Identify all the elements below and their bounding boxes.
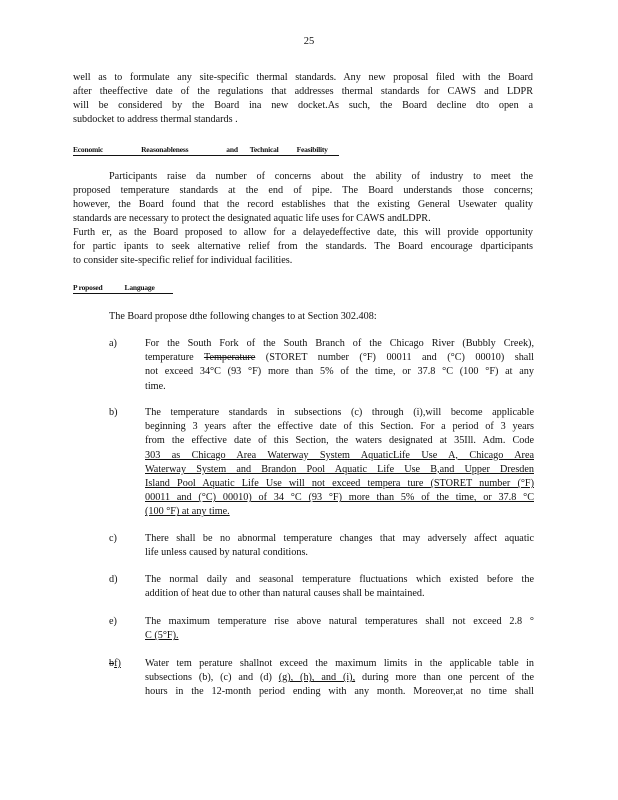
section-heading-economic [73,145,339,156]
text-line: Participants raise da number of concerns about the ability of industry to meet the [109,171,533,182]
heading-word: Economic [73,145,104,154]
item-label: b) [109,407,118,418]
text-line: There shall be no abnormal temperature changes that may adversely affect aquatic [145,533,534,544]
text-line: after theeffective date of the regulations that addresses thermal standards for CAWS and LDPR [73,86,533,97]
text-fragment: (STORET number (°F) 00011 and (°C) 00010) shall [265,352,534,364]
text-line: Water tem perature shallnot exceed the maximum limits in the applicable table in [145,658,534,669]
heading-word: Technical [249,145,279,154]
text-fragment: temperature [145,352,194,364]
struck-text: Temperature [203,352,256,364]
struck-label: b [109,658,115,669]
text-line: The maximum temperature rise above natural temperatures shall not exceed 2.8 ° [145,616,534,627]
inserted-text-line: Waterway System and Brandon Pool Aquatic Life Use B,and Upper Dresden [145,463,534,475]
text-line: standards are necessary to protect the designated aquatic life uses for CAWS andLDPR. [73,213,431,224]
item-label: a) [109,338,117,349]
heading-word: and [226,145,238,154]
inserted-text-line: 303 as Chicago Area Waterway System AquaticLife Use A, Chicago Area [145,449,534,461]
text-fragment: subsections (b), (c) and (d) [145,672,272,684]
text-line: time. [145,380,166,392]
text-line: for partic ipants to seek alternative relief from the standards. The Board encourage dparticipants [73,241,533,252]
text-line: to consider site-specific relief for individual facilities. [73,255,293,266]
inserted-text-line: 00011 and (°C) 00010) of 34 °C (93 °F) more than 5% of the time, or 37.8 °C [145,492,534,504]
text-line: hours in the 12-month period ending with any month. Moreover,at no time shall [145,686,534,698]
item-label: d) [109,574,118,585]
text-line: not exceed 34°C (93 °F) more than 5% of the time, or 37.8 °C (100 °F) at any [145,366,534,378]
item-label: e) [109,616,117,627]
text-line: proposed temperature standards at the end of pipe. The Board understands those concerns; [73,185,533,196]
inserted-text-line: (100 °F) at any time. [145,506,230,518]
inserted-label: f) [114,658,121,669]
text-line: well as to formulate any site-specific thermal standards. Any new proposal filed with the Board [73,72,533,83]
heading-word: P roposed [73,283,103,292]
inserted-text-line: C (5°F). [145,630,179,642]
text-line [145,671,534,685]
lead-sentence [109,310,439,324]
text-line: from the effective date of this Section, the waters designated at 35Ill. Adm. Code [145,435,534,447]
text-line: The Board propose dthe following changes to at Section 302.408: [109,311,377,322]
intro-paragraph [73,71,533,127]
heading-word: Feasibility [296,145,328,154]
text-line: beginning 3 years after the effective date of this Section. For a period of 3 years [145,421,534,433]
text-line: life unless caused by natural conditions. [145,547,308,559]
inserted-text-line: Island Pool Aquatic Life Use will not exceed tempera ture (STORET number (°F) [145,478,534,490]
text-line: The temperature standards in subsections (c) through (i),will become applicable [145,407,534,418]
section-heading-proposed-language [73,283,173,294]
text-line: Furth er, as the Board proposed to allow for a delayedeffective date, this will provide opportunity [73,227,533,238]
heading-word: Language [124,283,155,292]
inserted-text: (g), (h), and (i), [278,672,356,684]
text-line: For the South Fork of the South Branch of the Chicago River (Bubbly Creek), [145,338,534,349]
feasibility-paragraph [73,170,533,268]
text-line: will be considered by the Board ina new docket.As such, the Board decline dto open a [73,100,533,111]
text-line: The normal daily and seasonal temperature fluctuations which existed before the [145,574,534,585]
page-number: 25 [303,36,315,47]
heading-word: Reasonableness [141,145,189,154]
text-line: addition of heat due to other than natural causes shall be maintained. [145,588,425,600]
item-label [109,657,121,671]
text-line: subdocket to address thermal standards . [73,114,238,125]
text-fragment: during more than one percent of the [362,672,535,684]
text-line [145,351,534,365]
text-line: however, the Board found that the record establishes that the existing General Usewater quality [73,199,533,210]
item-label: c) [109,533,117,544]
